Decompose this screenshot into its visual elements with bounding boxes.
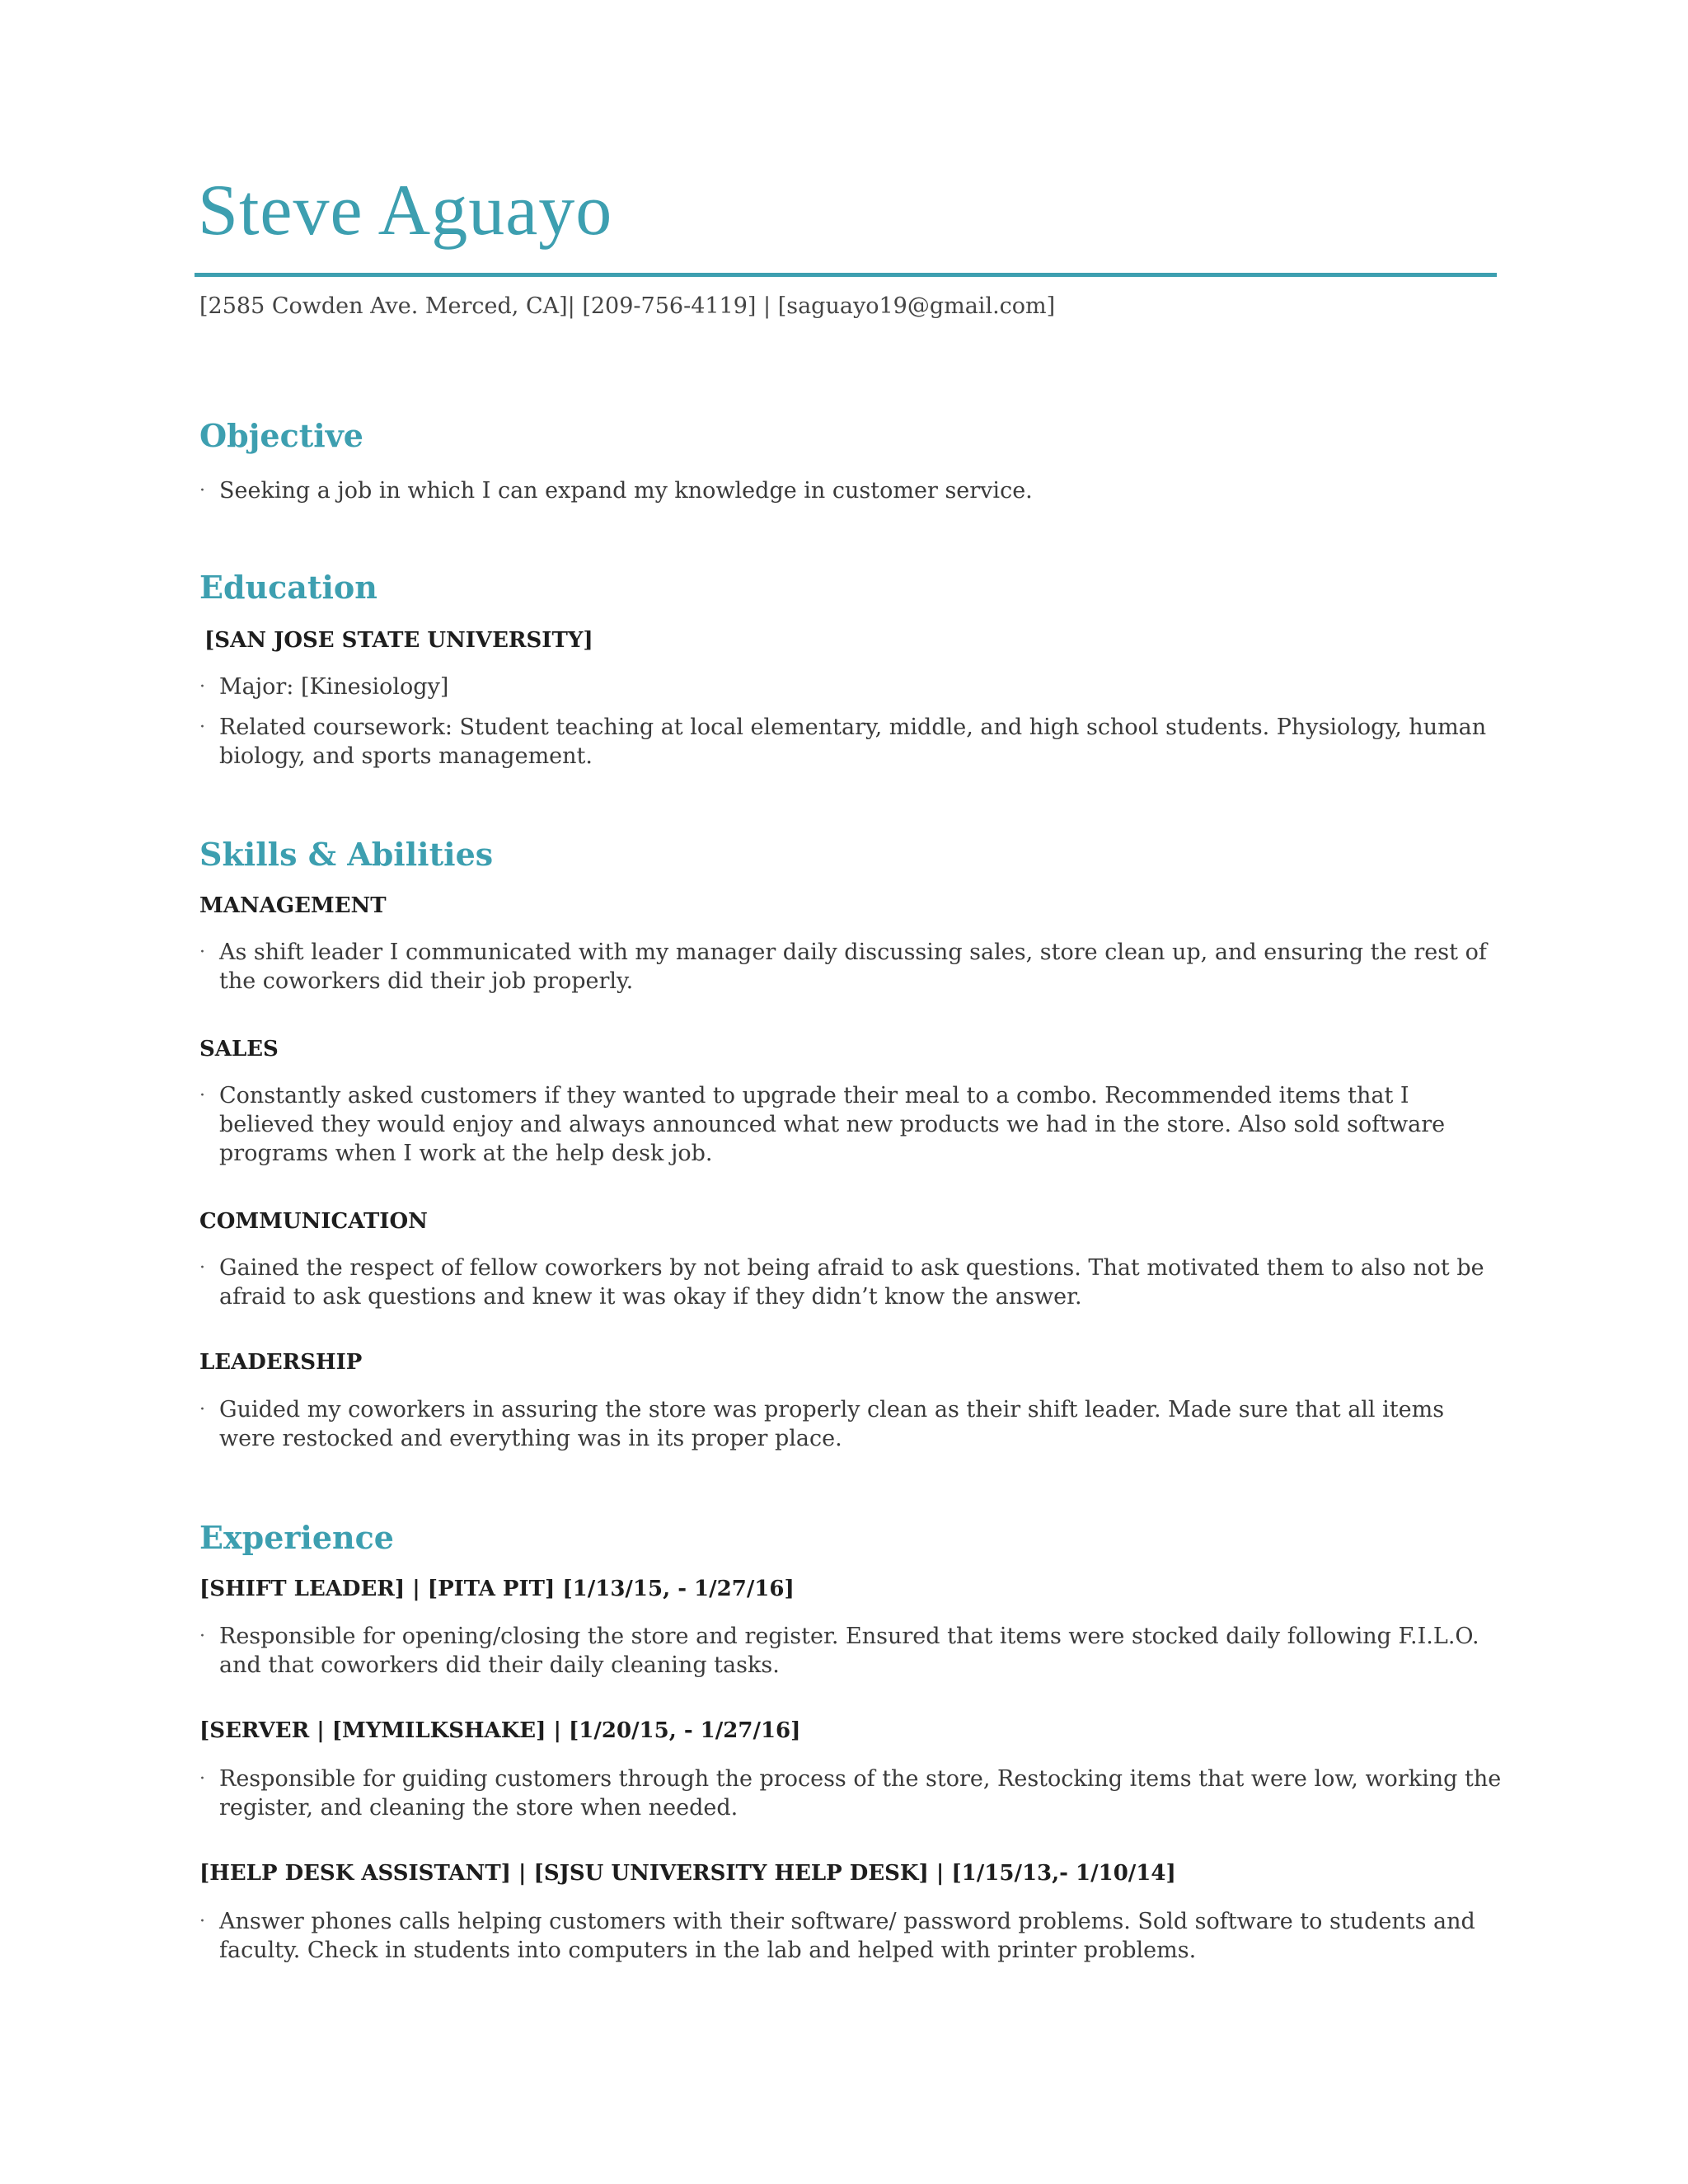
bullet-dot: · xyxy=(199,1911,205,1932)
skill-text-management: As shift leader I communicated with my manager daily discussing sales, store clean up, and ensuring the rest of the coworkers did their job properly. xyxy=(219,940,1487,994)
bullet-dot: · xyxy=(199,1769,205,1789)
bullet-dot: · xyxy=(199,1258,205,1278)
education-major: Major: [Kinesiology] xyxy=(219,674,449,700)
bullet-dot: · xyxy=(199,1626,205,1647)
job-item xyxy=(199,1622,1502,1680)
skill-item xyxy=(199,938,1502,996)
bullet-dot: · xyxy=(199,942,205,963)
skill-item xyxy=(199,1254,1502,1311)
skill-title-leadership: LEADERSHIP xyxy=(199,1350,363,1375)
job-item xyxy=(199,1907,1502,1965)
education-heading: Education xyxy=(199,569,377,606)
skill-text-sales: Constantly asked customers if they wanted to upgrade their meal to a combo. Recommended items that I believed they would enjoy and always announced what new products we had in the store. Also sold software programs when I work at the help desk job. xyxy=(219,1083,1446,1166)
education-item xyxy=(199,713,1502,771)
bullet-dot: · xyxy=(199,1399,205,1420)
objective-heading: Objective xyxy=(199,417,363,454)
job-description: Answer phones calls helping customers with their software/ password problems. Sold software to students and faculty. Check in students into computers in the lab and helped with printer problems. xyxy=(219,1909,1475,1963)
skills-heading: Skills & Abilities xyxy=(199,836,494,873)
contact-line: [2585 Cowden Ave. Merced, CA]| [209-756-4119] | [saguayo19@gmail.com] xyxy=(199,293,1056,319)
objective-text: Seeking a job in which I can expand my knowledge in customer service. xyxy=(219,478,1033,504)
job-title: [HELP DESK ASSISTANT] | [SJSU UNIVERSITY HELP DESK] | [1/15/13,- 1/10/14] xyxy=(199,1861,1176,1886)
skill-item xyxy=(199,1081,1502,1168)
experience-heading: Experience xyxy=(199,1519,394,1556)
job-title: [SERVER | [MYMILKSHAKE] | [1/20/15, - 1/27/16] xyxy=(199,1718,801,1743)
skill-title-sales: SALES xyxy=(199,1037,279,1062)
skill-item xyxy=(199,1395,1502,1453)
job-title: [SHIFT LEADER] | [PITA PIT] [1/13/15, - 1/27/16] xyxy=(199,1577,795,1601)
bullet-dot: · xyxy=(199,1085,205,1106)
skill-text-leadership: Guided my coworkers in assuring the store was properly clean as their shift leader. Made sure that all items were restocked and everything was in its proper place. xyxy=(219,1397,1445,1451)
education-item xyxy=(199,673,1502,701)
education-school: [SAN JOSE STATE UNIVERSITY] xyxy=(204,628,593,653)
education-coursework: Related coursework: Student teaching at local elementary, middle, and high school students. Physiology, human biology, and sports management. xyxy=(219,715,1487,769)
header-rule xyxy=(195,273,1497,277)
bullet-dot: · xyxy=(199,677,205,697)
job-item xyxy=(199,1765,1502,1822)
job-description: Responsible for opening/closing the store and register. Ensured that items were stocked daily following F.I.L.O. and that coworkers did their daily cleaning tasks. xyxy=(219,1624,1479,1678)
skill-text-communication: Gained the respect of fellow coworkers by not being afraid to ask questions. That motivated them to also not be afraid to ask questions and knew it was okay if they didn’t know the answer. xyxy=(219,1255,1484,1310)
bullet-dot: · xyxy=(199,480,205,501)
skill-title-management: MANAGEMENT xyxy=(199,893,387,918)
bullet-dot: · xyxy=(199,717,205,738)
skill-title-communication: COMMUNICATION xyxy=(199,1209,428,1234)
objective-item xyxy=(199,476,1502,505)
job-description: Responsible for guiding customers through the process of the store, Restocking items that were low, working the register, and cleaning the store when needed. xyxy=(219,1766,1502,1821)
resume-name: Steve Aguayo xyxy=(198,171,613,251)
